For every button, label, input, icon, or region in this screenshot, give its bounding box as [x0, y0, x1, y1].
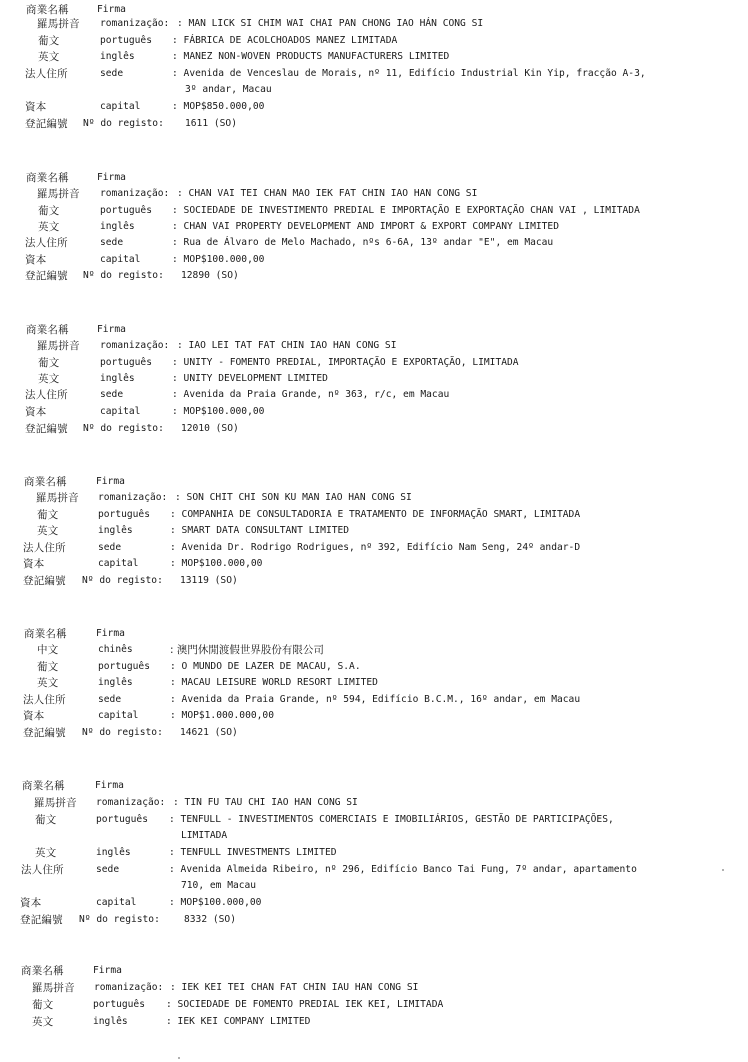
- registo-value: 13119 (SO): [180, 575, 238, 586]
- capital-value: : MOP$100.000,00: [169, 897, 262, 908]
- registo-label-pt: Nº do registo:: [82, 575, 163, 586]
- ingles-value: : UNITY DEVELOPMENT LIMITED: [172, 373, 328, 384]
- firma-label-pt: Firma: [95, 780, 124, 791]
- capital-label-zh: 資本: [25, 254, 47, 266]
- portugues-value: : O MUNDO DE LAZER DE MACAU, S.A.: [170, 661, 361, 672]
- portugues-label-pt: português: [100, 35, 152, 46]
- registo-label-pt: Nº do registo:: [83, 118, 164, 129]
- sede-label-pt: sede: [98, 542, 122, 553]
- firma-label-zh: 商業名稱: [24, 628, 67, 640]
- sede-value: : Avenida da Praia Grande, nº 363, r/c, em Macau: [172, 389, 450, 400]
- registo-value: 8332 (SO): [184, 914, 236, 925]
- registo-value: 12890 (SO): [181, 270, 239, 281]
- sede-label-zh: 法人住所: [23, 694, 66, 706]
- registo-label-pt: Nº do registo:: [83, 270, 164, 281]
- sede-value: : Avenida de Venceslau de Morais, nº 11, Edifício Industrial Kin Yip, fracção A-3,: [172, 68, 646, 79]
- romanizacao-label-pt: romanização:: [96, 797, 166, 808]
- chines-label-pt: chinês: [98, 644, 133, 655]
- firma-label-pt: Firma: [97, 4, 126, 15]
- ingles-label-zh: 英文: [37, 677, 59, 689]
- ingles-label-zh: 英文: [32, 1016, 54, 1028]
- registo-label-pt: Nº do registo:: [82, 727, 163, 738]
- firma-label-zh: 商業名稱: [22, 780, 65, 792]
- capital-value: : MOP$100.000,00: [172, 406, 265, 417]
- portugues-label-pt: português: [93, 999, 145, 1010]
- capital-label-zh: 資本: [23, 558, 45, 570]
- firma-label-zh: 商業名稱: [26, 4, 69, 16]
- romanizacao-value: : IEK KEI TEI CHAN FAT CHIN IAU HAN CONG SI: [170, 982, 419, 993]
- ingles-label-zh: 英文: [35, 847, 57, 859]
- portugues-label-zh: 葡文: [32, 999, 54, 1011]
- capital-label-pt: capital: [98, 558, 139, 569]
- registo-value: 1611 (SO): [185, 118, 237, 129]
- ingles-label-pt: inglês: [98, 677, 133, 688]
- ingles-label-pt: inglês: [100, 221, 135, 232]
- ingles-label-pt: inglês: [98, 525, 133, 536]
- portugues-label-pt: português: [100, 205, 152, 216]
- sede-value-continued: 710, em Macau: [181, 880, 257, 891]
- chines-label-zh: 中文: [37, 644, 59, 656]
- portugues-label-zh: 葡文: [38, 357, 60, 369]
- firma-label-pt: Firma: [96, 476, 125, 487]
- registo-label-zh: 登記編號: [25, 270, 68, 282]
- scan-speck: [722, 869, 724, 871]
- firma-label-pt: Firma: [96, 628, 125, 639]
- sede-value: : Avenida Dr. Rodrigo Rodrigues, nº 392, Edifício Nam Seng, 24º andar-D: [170, 542, 581, 553]
- romanizacao-label-zh: 羅馬拼音: [34, 797, 77, 809]
- sede-value: : Avenida Almeida Ribeiro, nº 296, Edifício Banco Tai Fung, 7º andar, apartamento: [169, 864, 637, 875]
- capital-label-zh: 資本: [23, 710, 45, 722]
- portugues-value: : SOCIEDADE DE INVESTIMENTO PREDIAL E IMPORTAÇÃO E EXPORTAÇÃO CHAN VAI , LIMITADA: [172, 205, 640, 216]
- romanizacao-value: : MAN LICK SI CHIM WAI CHAI PAN CHONG IAO HÁN CONG SI: [177, 18, 484, 29]
- sede-label-pt: sede: [98, 694, 122, 705]
- registo-value: 12010 (SO): [181, 423, 239, 434]
- ingles-label-pt: inglês: [96, 847, 131, 858]
- capital-label-zh: 資本: [25, 406, 47, 418]
- chines-value: : 澳門休閒渡假世界股份有限公司: [170, 644, 324, 656]
- registo-label-zh: 登記編號: [25, 423, 68, 435]
- capital-value: : MOP$100.000,00: [170, 558, 263, 569]
- romanizacao-label-pt: romanização:: [100, 18, 170, 29]
- sede-label-zh: 法人住所: [25, 389, 68, 401]
- romanizacao-label-pt: romanização:: [94, 982, 164, 993]
- portugues-value-continued: LIMITADA: [181, 830, 228, 841]
- registo-label-zh: 登記編號: [25, 118, 68, 130]
- portugues-label-zh: 葡文: [35, 814, 57, 826]
- ingles-value: : SMART DATA CONSULTANT LIMITED: [170, 525, 350, 536]
- ingles-value: : IEK KEI COMPANY LIMITED: [166, 1016, 311, 1027]
- registo-label-zh: 登記編號: [20, 914, 63, 926]
- firma-label-zh: 商業名稱: [21, 965, 64, 977]
- portugues-label-pt: português: [98, 509, 150, 520]
- sede-label-pt: sede: [100, 389, 124, 400]
- capital-label-pt: capital: [100, 406, 141, 417]
- registo-label-zh: 登記編號: [23, 727, 66, 739]
- registo-label-pt: Nº do registo:: [79, 914, 160, 925]
- sede-value: : Rua de Álvaro de Melo Machado, nºs 6-6A, 13º andar "E", em Macau: [172, 237, 554, 248]
- capital-label-pt: capital: [100, 254, 141, 265]
- sede-label-zh: 法人住所: [21, 864, 64, 876]
- firma-label-pt: Firma: [97, 172, 126, 183]
- firma-label-zh: 商業名稱: [24, 476, 67, 488]
- ingles-label-zh: 英文: [38, 51, 60, 63]
- portugues-value: : SOCIEDADE DE FOMENTO PREDIAL IEK KEI, LIMITADA: [166, 999, 444, 1010]
- ingles-label-pt: inglês: [100, 373, 135, 384]
- sede-value-continued: 3º andar, Macau: [185, 84, 272, 95]
- ingles-label-pt: inglês: [93, 1016, 128, 1027]
- portugues-value: : FÁBRICA DE ACOLCHOADOS MANEZ LIMITADA: [172, 35, 398, 46]
- capital-label-zh: 資本: [20, 897, 42, 909]
- ingles-value: : MACAU LEISURE WORLD RESORT LIMITED: [170, 677, 378, 688]
- capital-label-pt: capital: [96, 897, 137, 908]
- romanizacao-label-zh: 羅馬拼音: [37, 340, 80, 352]
- romanizacao-value: : IAO LEI TAT FAT CHIN IAO HAN CONG SI: [177, 340, 397, 351]
- capital-label-zh: 資本: [25, 101, 47, 113]
- portugues-value: : UNITY - FOMENTO PREDIAL, IMPORTAÇÃO E EXPORTAÇÃO, LIMITADA: [172, 357, 519, 368]
- firma-label-zh: 商業名稱: [26, 172, 69, 184]
- ingles-value: : MANEZ NON-WOVEN PRODUCTS MANUFACTURERS LIMITED: [172, 51, 450, 62]
- romanizacao-label-zh: 羅馬拼音: [32, 982, 75, 994]
- portugues-label-zh: 葡文: [38, 205, 60, 217]
- firma-label-zh: 商業名稱: [26, 324, 69, 336]
- registo-value: 14621 (SO): [180, 727, 238, 738]
- capital-label-pt: capital: [100, 101, 141, 112]
- firma-label-pt: Firma: [93, 965, 122, 976]
- portugues-label-zh: 葡文: [37, 661, 59, 673]
- capital-value: : MOP$100.000,00: [172, 254, 265, 265]
- portugues-label-zh: 葡文: [37, 509, 59, 521]
- romanizacao-label-zh: 羅馬拼音: [37, 188, 80, 200]
- capital-value: : MOP$1.000.000,00: [170, 710, 274, 721]
- scan-speck: [178, 1057, 180, 1059]
- romanizacao-value: : SON CHIT CHI SON KU MAN IAO HAN CONG SI: [175, 492, 412, 503]
- ingles-label-zh: 英文: [38, 373, 60, 385]
- romanizacao-label-pt: romanização:: [100, 340, 170, 351]
- portugues-label-pt: português: [96, 814, 148, 825]
- sede-label-pt: sede: [100, 68, 124, 79]
- romanizacao-label-pt: romanização:: [98, 492, 168, 503]
- romanizacao-label-zh: 羅馬拼音: [37, 18, 80, 30]
- registo-label-pt: Nº do registo:: [83, 423, 164, 434]
- romanizacao-value: : CHAN VAI TEI CHAN MAO IEK FAT CHIN IAO HAN CONG SI: [177, 188, 478, 199]
- portugues-label-pt: português: [100, 357, 152, 368]
- capital-value: : MOP$850.000,00: [172, 101, 265, 112]
- sede-label-zh: 法人住所: [23, 542, 66, 554]
- ingles-label-pt: inglês: [100, 51, 135, 62]
- capital-label-pt: capital: [98, 710, 139, 721]
- ingles-label-zh: 英文: [38, 221, 60, 233]
- sede-label-pt: sede: [100, 237, 124, 248]
- sede-label-zh: 法人住所: [25, 68, 68, 80]
- portugues-value: : TENFULL - INVESTIMENTOS COMERCIAIS E IMOBILIÁRIOS, GESTÃO DE PARTICIPAÇÕES,: [169, 814, 614, 825]
- portugues-label-zh: 葡文: [38, 35, 60, 47]
- portugues-value: : COMPANHIA DE CONSULTADORIA E TRATAMENTO DE INFORMAÇÃO SMART, LIMITADA: [170, 509, 581, 520]
- romanizacao-label-pt: romanização:: [100, 188, 170, 199]
- ingles-value: : CHAN VAI PROPERTY DEVELOPMENT AND IMPORT & EXPORT COMPANY LIMITED: [172, 221, 559, 232]
- sede-label-pt: sede: [96, 864, 120, 875]
- registo-label-zh: 登記編號: [23, 575, 66, 587]
- portugues-label-pt: português: [98, 661, 150, 672]
- romanizacao-label-zh: 羅馬拼音: [36, 492, 79, 504]
- sede-value: : Avenida da Praia Grande, nº 594, Edifício B.C.M., 16º andar, em Macau: [170, 694, 581, 705]
- romanizacao-value: : TIN FU TAU CHI IAO HAN CONG SI: [173, 797, 358, 808]
- firma-label-pt: Firma: [97, 324, 126, 335]
- ingles-value: : TENFULL INVESTMENTS LIMITED: [169, 847, 337, 858]
- ingles-label-zh: 英文: [37, 525, 59, 537]
- sede-label-zh: 法人住所: [25, 237, 68, 249]
